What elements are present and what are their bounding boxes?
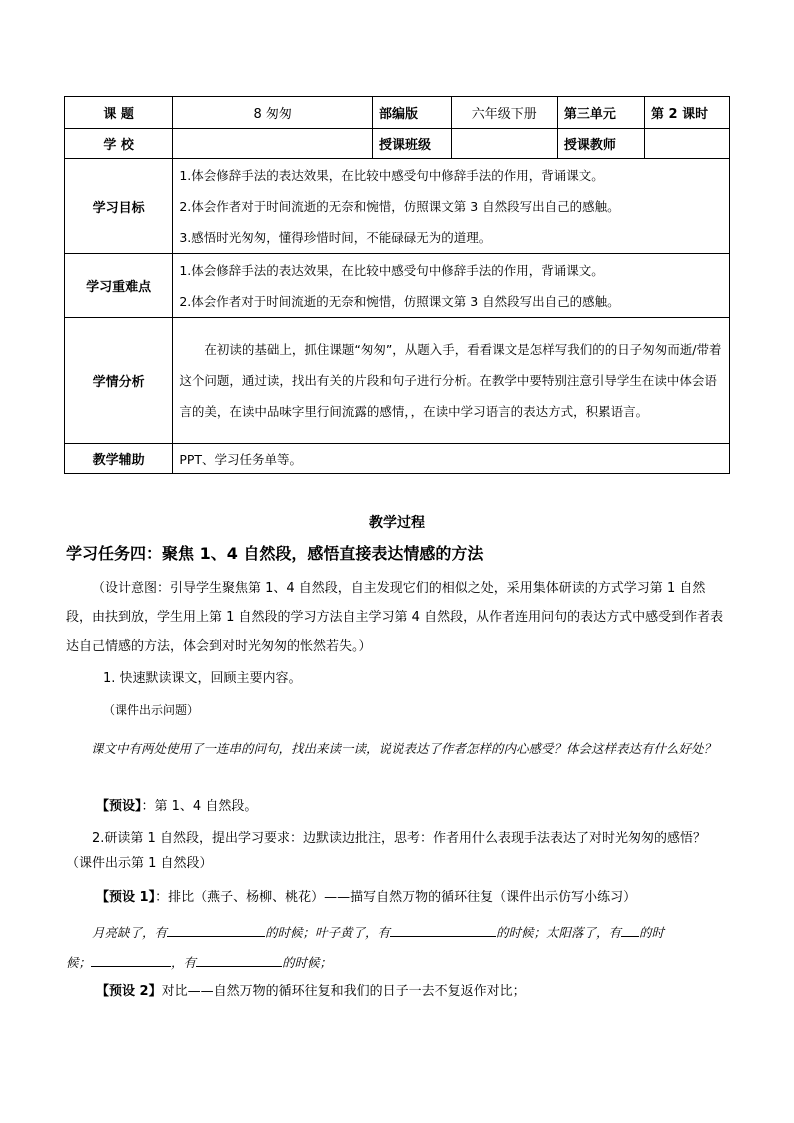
courseware-note: （课件出示问题） xyxy=(103,703,200,717)
analysis-label: 学情分析 xyxy=(65,318,173,444)
fill-line-1 xyxy=(66,918,728,948)
aids-label: 教学辅助 xyxy=(65,444,173,474)
key-point-item: 2.体会作者对于时间流逝的无奈和惋惜，仿照课文第 3 自然段写出自己的感触。 xyxy=(179,293,620,309)
task-title: 学习任务四：聚焦 1、4 自然段，感悟直接表达情感的方法 xyxy=(66,544,484,563)
objectives-label: 学习目标 xyxy=(65,159,173,254)
design-intent: （设计意图：引导学生聚焦第 1、4 自然段，自主发现它们的相似之处，采用集体研读的方式学习第 1 自然段，由扶到放，学生用上第 1 自然段的学习方法自主学习第 4 自然段，从作者连用问句的表达方式中感受到作者表达自己情感的方法，体会到对时光匆匆的怅然若失。） xyxy=(66,581,724,654)
school-label: 学 校 xyxy=(65,129,173,159)
fill-blank[interactable] xyxy=(167,924,265,937)
preset-2-text: 对比——自然万物的循环往复和我们的日子一去不复返作对比； xyxy=(161,984,526,999)
teacher-value xyxy=(644,129,729,159)
title-row xyxy=(65,97,730,129)
lesson-info-table xyxy=(64,96,730,474)
key-points-content xyxy=(173,254,730,318)
preset-text: ：第 1、4 自然段。 xyxy=(141,799,258,814)
preset-2 xyxy=(96,980,736,999)
key-points-label: 学习重难点 xyxy=(65,254,173,318)
fill-text: 的时候；太阳落了，有 xyxy=(496,925,622,940)
fill-text: 候； xyxy=(66,955,92,970)
fill-text: 月亮缺了，有 xyxy=(92,925,168,940)
key-point-item: 1.体会修辞手法的表达效果，在比较中感受句中修辞手法的作用，背诵课文。 xyxy=(179,262,604,278)
objective-item: 2.体会作者对于时间流逝的无奈和惋惜，仿照课文第 3 自然段写出自己的感触。 xyxy=(179,198,620,214)
preset-1 xyxy=(96,886,736,905)
fill-blank[interactable] xyxy=(91,954,171,967)
grade-cell: 六年级下册 xyxy=(451,97,557,129)
analysis-content xyxy=(173,318,730,444)
aids-text: PPT、学习任务单等。 xyxy=(173,444,730,474)
class-label: 授课班级 xyxy=(373,129,452,159)
objectives-content xyxy=(173,159,730,254)
school-value xyxy=(173,129,373,159)
preset-1-text: ：排比（燕子、杨柳、桃花）——描写自然万物的循环往复（课件出示仿写小练习） xyxy=(155,890,637,905)
fill-blank[interactable] xyxy=(390,924,496,937)
aids-row xyxy=(65,444,730,474)
preset-label: 【预设】 xyxy=(96,799,142,814)
objectives-row xyxy=(65,159,730,254)
teacher-label: 授课教师 xyxy=(557,129,644,159)
class-value xyxy=(451,129,557,159)
fill-line-2 xyxy=(66,948,728,978)
analysis-text: 在初读的基础上，抓住课题“匆匆”，从题入手，看看课文是怎样写我们的的日子匆匆而逝/带着这个问题，通过读，找出有关的片段和句子进行分析。在教学中要特别注意引导学生在读中体会语言的美，在读中品味字里行间流露的感情，，在读中学习语言的表达方式，积累语言。 xyxy=(179,342,722,419)
fill-blank[interactable] xyxy=(621,924,639,937)
school-row xyxy=(65,129,730,159)
preset-2-label: 【预设 2】 xyxy=(96,984,162,999)
objective-item: 3.感悟时光匆匆，懂得珍惜时间，不能碌碌无为的道理。 xyxy=(179,229,492,245)
analysis-row xyxy=(65,318,730,444)
fill-text: 的时候；叶子黄了，有 xyxy=(265,925,391,940)
fill-text: ，有 xyxy=(171,955,197,970)
unit-cell: 第三单元 xyxy=(557,97,644,129)
edition-cell: 部编版 xyxy=(373,97,452,129)
step-1: 1. 快速默读课文，回顾主要内容。 xyxy=(103,671,302,686)
preset-answer xyxy=(96,795,696,814)
fill-in-exercise xyxy=(66,918,728,978)
lesson-label: 课 题 xyxy=(65,97,173,129)
lesson-title: 8 匆匆 xyxy=(173,97,373,129)
fill-text: 的时 xyxy=(639,925,665,940)
fill-text: 的时候； xyxy=(282,955,333,970)
section-title: 教学过程 xyxy=(369,515,425,531)
preset-1-label: 【预设 1】 xyxy=(96,890,156,905)
period-cell: 第 2 课时 xyxy=(644,97,729,129)
courseware-question: 课文中有两处使用了一连串的问句，找出来读一读，说说表达了作者怎样的内心感受？体会这样表达有什么好处？ xyxy=(91,741,717,756)
key-points-row xyxy=(65,254,730,318)
fill-blank[interactable] xyxy=(196,954,282,967)
objective-item: 1.体会修辞手法的表达效果，在比较中感受句中修辞手法的作用，背诵课文。 xyxy=(179,167,604,183)
step-2: 2.研读第 1 自然段，提出学习要求：边默读边批注，思考：作者用什么表现手法表达了对时光匆匆的感悟？（课件出示第 1 自然段） xyxy=(66,831,706,871)
